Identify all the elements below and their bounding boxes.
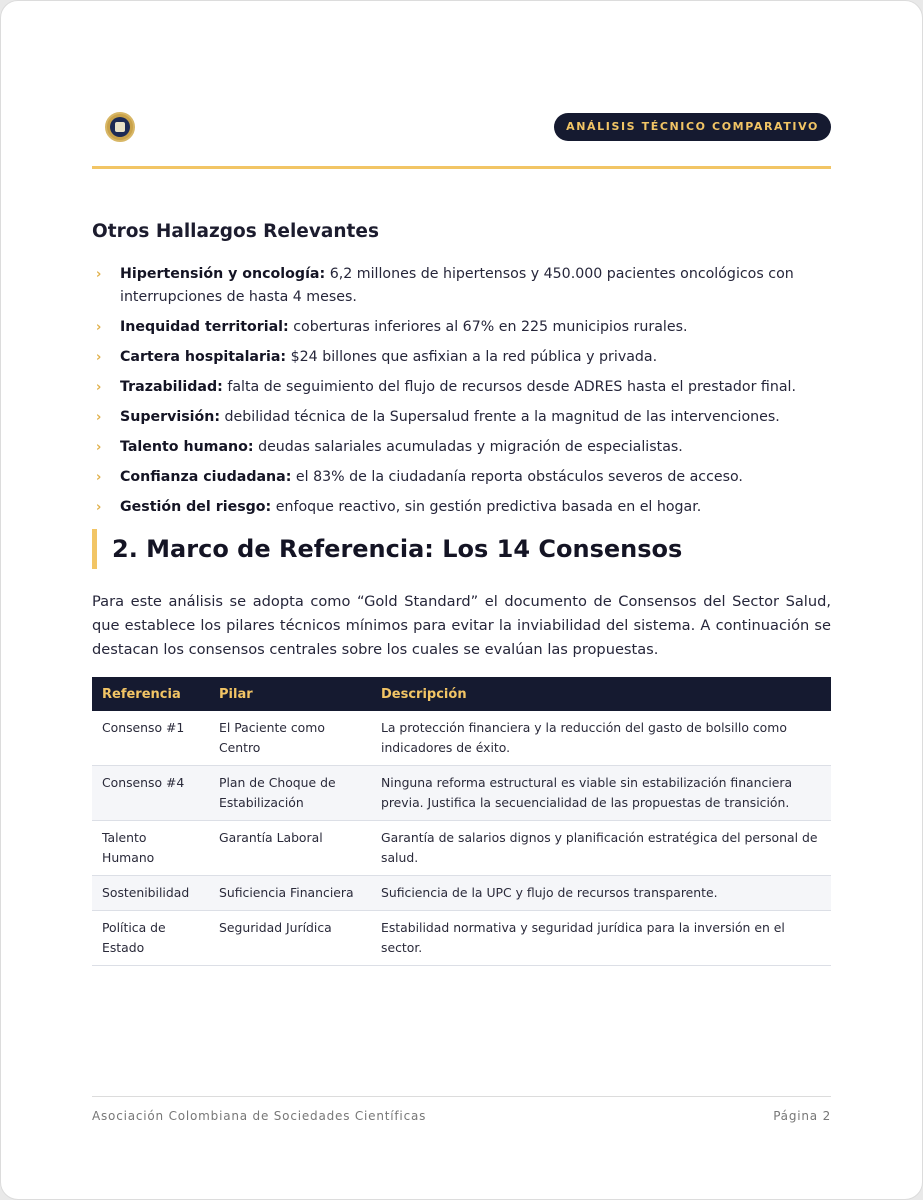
table-cell: Seguridad Jurídica — [209, 911, 371, 966]
consensus-table — [92, 677, 831, 966]
table-cell: Ninguna reforma estructural es viable sin estabilización financiera previa. Justifica la secuencialidad de las propuestas de transición. — [371, 766, 831, 821]
table-cell: Consenso #4 — [92, 766, 209, 821]
table-cell: Talento Humano — [92, 821, 209, 876]
footer-organization: Asociación Colombiana de Sociedades Científicas — [92, 1109, 427, 1123]
table-row — [92, 711, 831, 766]
organization-seal-icon — [105, 112, 135, 142]
column-header: Descripción — [371, 677, 831, 711]
table-cell: Garantía de salarios dignos y planificación estratégica del personal de salud. — [371, 821, 831, 876]
chevron-right-icon: › — [96, 470, 102, 485]
list-item: › Confianza ciudadana: el 83% de la ciudadanía reporta obstáculos severos de acceso. — [92, 466, 831, 489]
table-header-row — [92, 677, 831, 711]
chevron-right-icon: › — [96, 267, 102, 282]
list-item: › Inequidad territorial: coberturas inferiores al 67% en 225 municipios rurales. — [92, 316, 831, 339]
table-row — [92, 911, 831, 966]
table-cell: Consenso #1 — [92, 711, 209, 766]
list-item: › Talento humano: deudas salariales acumuladas y migración de especialistas. — [92, 436, 831, 459]
page-header — [92, 109, 831, 169]
table-row — [92, 876, 831, 911]
table-cell: Suficiencia de la UPC y flujo de recursos transparente. — [371, 876, 831, 911]
list-item: › Supervisión: debilidad técnica de la Supersalud frente a la magnitud de las intervenciones. — [92, 406, 831, 429]
column-header: Referencia — [92, 677, 209, 711]
chevron-right-icon: › — [96, 500, 102, 515]
table-cell: Garantía Laboral — [209, 821, 371, 876]
chevron-right-icon: › — [96, 410, 102, 425]
table-cell: Sostenibilidad — [92, 876, 209, 911]
table-cell: Estabilidad normativa y seguridad jurídica para la inversión en el sector. — [371, 911, 831, 966]
page-footer — [92, 1096, 831, 1136]
table-cell: El Paciente como Centro — [209, 711, 371, 766]
chevron-right-icon: › — [96, 440, 102, 455]
list-item: › Trazabilidad: falta de seguimiento del flujo de recursos desde ADRES hasta el prestador final. — [92, 376, 831, 399]
list-item: › Gestión del riesgo: enfoque reactivo, sin gestión predictiva basada en el hogar. — [92, 496, 831, 519]
section-paragraph: Para este análisis se adopta como “Gold Standard” el documento de Consensos del Sector Salud, que establece los pilares técnicos mínimos para evitar la inviabilidad del sistema. A continuación se destacan los consensos centrales sobre los cuales se evalúan las propuestas. — [92, 593, 831, 658]
table-cell: Suficiencia Financiera — [209, 876, 371, 911]
section-heading: 2. Marco de Referencia: Los 14 Consensos — [92, 529, 682, 569]
table-cell: La protección financiera y la reducción del gasto de bolsillo como indicadores de éxito. — [371, 711, 831, 766]
list-item: › Hipertensión y oncología: 6,2 millones de hipertensos y 450.000 pacientes oncológicos con interrupciones de hasta 4 meses. — [92, 263, 831, 309]
page-number: Página 2 — [773, 1109, 831, 1123]
list-item: › Cartera hospitalaria: $24 billones que asfixian a la red pública y privada. — [92, 346, 831, 369]
chevron-right-icon: › — [96, 350, 102, 365]
table-row — [92, 821, 831, 876]
table-row — [92, 766, 831, 821]
document-type-badge: ANÁLISIS TÉCNICO COMPARATIVO — [554, 113, 831, 141]
chevron-right-icon: › — [96, 380, 102, 395]
table-cell: Plan de Choque de Estabilización — [209, 766, 371, 821]
table-cell: Política de Estado — [92, 911, 209, 966]
column-header: Pilar — [209, 677, 371, 711]
chevron-right-icon: › — [96, 320, 102, 335]
findings-title: Otros Hallazgos Relevantes — [92, 221, 379, 242]
findings-list — [92, 263, 831, 526]
